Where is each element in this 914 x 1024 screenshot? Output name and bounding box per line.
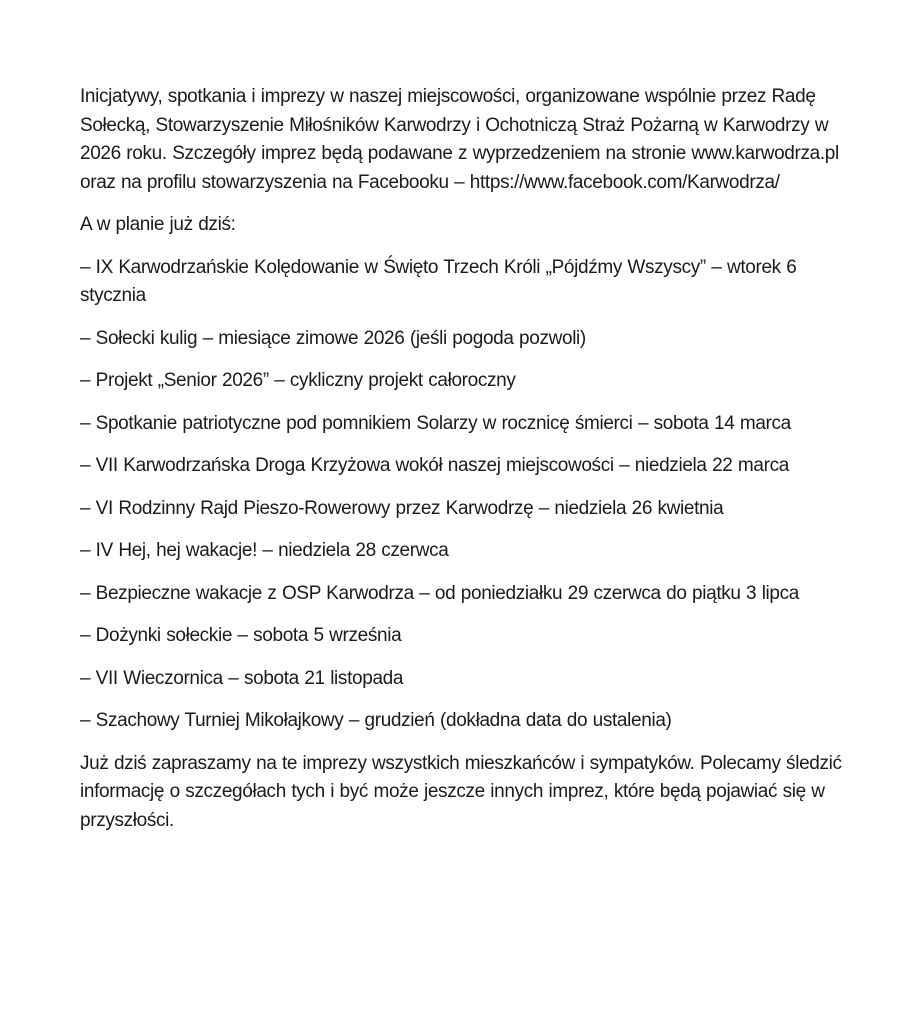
event-list-item: – Spotkanie patriotyczne pod pomnikiem Solarzy w rocznicę śmierci – sobota 14 marca (80, 412, 791, 434)
closing-paragraph: Już dziś zapraszamy na te imprezy wszystkich mieszkańców i sympatyków. Polecamy śledzić informację o szczegółach tych i być może jeszcze innych imprez, które będą pojawiać się w przyszłości. (80, 752, 842, 831)
event-list-item: – Sołecki kulig – miesiące zimowe 2026 (jeśli pogoda pozwoli) (80, 327, 586, 349)
plan-heading: A w planie już dziś: (80, 214, 236, 235)
event-list-item: – Projekt „Senior 2026” – cykliczny projekt całoroczny (80, 370, 516, 391)
event-list-item: – Szachowy Turniej Mikołajkowy – grudzień (dokładna data do ustalenia) (80, 710, 672, 731)
intro-paragraph: Inicjatywy, spotkania i imprezy w naszej miejscowości, organizowane wspólnie przez Radę Sołecką, Stowarzyszenie Miłośników Karwodrzy i Ochotniczą Straż Pożarną w Karwodrzy w 2026 roku. Szczegóły imprez będą podawane z wyprzedzeniem na stronie www.karwodrza.pl oraz na profilu stowarzyszenia na Facebooku – https://www.facebook.com/Karwodrza/ (80, 86, 839, 193)
event-list-item: – IV Hej, hej wakacje! – niedziela 28 czerwca (80, 540, 449, 561)
event-list-item: – VII Wieczornica – sobota 21 listopada (80, 667, 404, 689)
event-list-item: – IX Karwodrzańskie Kolędowanie w Święto Trzech Króli „Pójdźmy Wszyscy” – wtorek 6 stycznia (80, 256, 797, 306)
event-list-item: – VII Karwodrzańska Droga Krzyżowa wokół naszej miejscowości – niedziela 22 marca (80, 455, 789, 476)
event-list-item: – Bezpieczne wakacje z OSP Karwodrza – od poniedziałku 29 czerwca do piątku 3 lipca (80, 582, 800, 604)
event-list-item: – VI Rodzinny Rajd Pieszo-Rowerowy przez Karwodrzę – niedziela 26 kwietnia (80, 497, 724, 519)
event-list-item: – Dożynki sołeckie – sobota 5 września (80, 625, 402, 646)
